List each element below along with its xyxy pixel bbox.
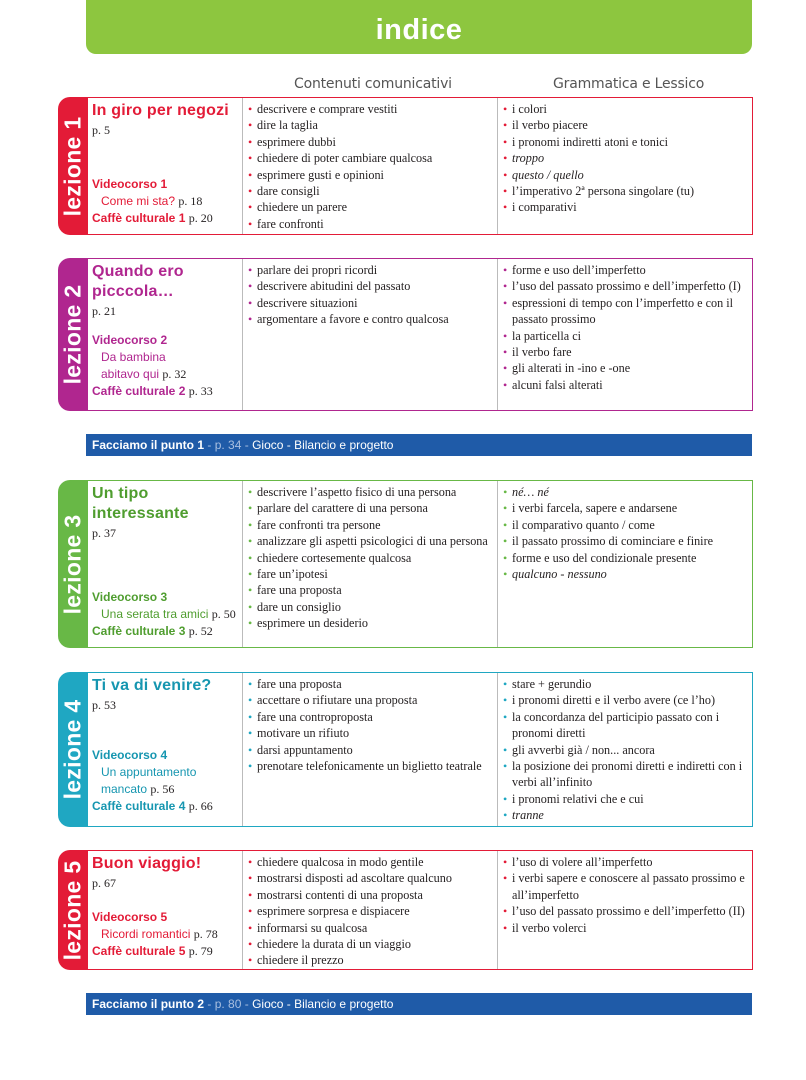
list-item: • motivare un rifiuto	[248, 725, 493, 741]
list-item: • l’uso di volere all’imperfetto	[503, 854, 748, 870]
lesson-2-box	[87, 258, 753, 411]
list-item: • i pronomi indiretti atoni e tonici	[503, 134, 748, 150]
list-item: • fare una proposta	[248, 676, 493, 692]
list-item: • parlare del carattere di una persona	[248, 500, 493, 516]
lesson-5-tab-label: lezione 5	[59, 860, 86, 960]
punto-1-rest: Gioco - Bilancio e progetto	[252, 438, 394, 452]
lesson-2-grammar	[498, 259, 752, 410]
list-item: • espressioni di tempo con l’imperfetto e con il passato prossimo	[503, 295, 748, 328]
lesson-5-caffe: Caffè culturale 5	[92, 944, 186, 958]
lesson-1-video-title: Videocorso 1	[92, 177, 168, 191]
lesson-1-tab-label: lezione 1	[59, 116, 86, 216]
lesson-5-video-subtitle: Ricordi romantici	[101, 927, 191, 941]
list-item: • descrivere e comprare vestiti	[248, 101, 493, 117]
lesson-3-communicative	[243, 481, 498, 647]
list-item: • qualcuno - nessuno	[503, 566, 748, 582]
punto-2-label: Facciamo il punto 2	[92, 997, 205, 1011]
lesson-3-box	[87, 480, 753, 648]
lesson-5-video	[92, 909, 240, 960]
lesson-4-caffe-page: p. 66	[188, 799, 213, 813]
list-item: • parlare dei propri ricordi	[248, 262, 493, 278]
lesson-3-info	[88, 481, 243, 647]
list-item: • il verbo fare	[503, 344, 748, 360]
lesson-1-info	[88, 98, 243, 234]
list-item: • mostrarsi disposti ad ascoltare qualcuno	[248, 870, 493, 886]
list-item: • la particella ci	[503, 328, 748, 344]
lesson-3-page: p. 37	[92, 526, 116, 540]
list-item: • informarsi su qualcosa	[248, 920, 493, 936]
punto-2-page: - p. 80 -	[204, 997, 253, 1011]
list-item: • i verbi sapere e conoscere al passato prossimo e all’imperfetto	[503, 870, 748, 903]
lesson-1-video-page: p. 18	[178, 194, 203, 208]
list-item: • il passato prossimo di cominciare e finire	[503, 533, 748, 549]
lesson-3-caffe: Caffè culturale 3	[92, 624, 186, 638]
list-item: • chiedere cortesemente qualcosa	[248, 550, 493, 566]
list-item: • forme e uso dell’imperfetto	[503, 262, 748, 278]
lesson-4-page: p. 53	[92, 698, 116, 712]
lesson-1-video	[92, 176, 240, 227]
lesson-2-communicative	[243, 259, 498, 410]
lesson-4-caffe: Caffè culturale 4	[92, 799, 186, 813]
list-item: • argomentare a favore e contro qualcosa	[248, 311, 493, 327]
lesson-5-block	[58, 850, 753, 970]
list-item: • i pronomi diretti e il verbo avere (ce l’ho)	[503, 692, 748, 708]
punto-2-rest: Gioco - Bilancio e progetto	[252, 997, 394, 1011]
lesson-5-page: p. 67	[92, 876, 116, 890]
list-item: • i pronomi relativi che e cui	[503, 791, 748, 807]
lesson-1-block	[58, 97, 753, 235]
list-item: • descrivere situazioni	[248, 295, 493, 311]
lesson-4-communicative	[243, 673, 498, 826]
list-item: • troppo	[503, 150, 748, 166]
lesson-1-box	[87, 97, 753, 235]
list-item: • alcuni falsi alterati	[503, 377, 748, 393]
list-item: • fare un’ipotesi	[248, 566, 493, 582]
list-item: • l’uso del passato prossimo e dell’imperfetto (II)	[503, 903, 748, 919]
lesson-3-video-subtitle: Una serata tra amici	[101, 607, 209, 621]
lesson-1-grammar	[498, 98, 752, 234]
list-item: • fare confronti tra persone	[248, 517, 493, 533]
lesson-3-grammar	[498, 481, 752, 647]
lesson-5-caffe-page: p. 79	[188, 944, 213, 958]
list-item: • i comparativi	[503, 199, 748, 215]
list-item: • forme e uso del condizionale presente	[503, 550, 748, 566]
list-item: • il verbo piacere	[503, 117, 748, 133]
lesson-1-video-subtitle: Come mi sta?	[101, 194, 176, 208]
lesson-5-communicative	[243, 851, 498, 969]
lesson-3-title[interactable]: Un tipo interessante	[92, 485, 189, 522]
lesson-1-caffe: Caffè culturale 1	[92, 211, 186, 225]
lesson-4-grammar	[498, 673, 752, 826]
list-item: • fare una controproposta	[248, 709, 493, 725]
punto-1-page: - p. 34 -	[204, 438, 253, 452]
lesson-4-video	[92, 747, 240, 815]
lesson-4-title[interactable]: Ti va di venire?	[92, 677, 212, 694]
lesson-2-video-page: p. 32	[162, 367, 187, 381]
list-item: • dare un consiglio	[248, 599, 493, 615]
lesson-5-video-title: Videocorso 5	[92, 910, 168, 924]
list-item: • descrivere l’aspetto fisico di una persona	[248, 484, 493, 500]
list-item: • l’imperativo 2ª persona singolare (tu)	[503, 183, 748, 199]
list-item: • i verbi farcela, sapere e andarsene	[503, 500, 748, 516]
list-item: • chiedere qualcosa in modo gentile	[248, 854, 493, 870]
list-item: • accettare o rifiutare una proposta	[248, 692, 493, 708]
list-item: • prenotare telefonicamente un biglietto teatrale	[248, 758, 493, 774]
list-item: • chiedere un parere	[248, 199, 493, 215]
lesson-4-video-title: Videocorso 4	[92, 748, 168, 762]
list-item: • i colori	[503, 101, 748, 117]
lesson-4-video-subtitle: Un appuntamento mancato	[101, 765, 197, 796]
list-item: • esprimere sorpresa e dispiacere	[248, 903, 493, 919]
lesson-2-block	[58, 258, 753, 411]
list-item: • né… né	[503, 484, 748, 500]
lesson-2-info	[88, 259, 243, 410]
column-heading-grammar: Grammatica e Lessico	[553, 76, 705, 92]
lesson-4-video-page: p. 56	[150, 782, 175, 796]
lesson-5-info	[88, 851, 243, 969]
facciamo-il-punto-2-bar[interactable]	[86, 993, 752, 1015]
list-item: • chiedere di poter cambiare qualcosa	[248, 150, 493, 166]
list-item: • il comparativo quanto / come	[503, 517, 748, 533]
lesson-2-caffe-page: p. 33	[188, 384, 213, 398]
lesson-5-video-page: p. 78	[193, 927, 218, 941]
lesson-1-title[interactable]: In giro per negozi	[92, 102, 229, 119]
list-item: • analizzare gli aspetti psicologici di una persona	[248, 533, 493, 549]
list-item: • chiedere il prezzo	[248, 952, 493, 968]
lesson-2-video-subtitle: Da bambina abitavo qui	[101, 350, 166, 381]
lesson-3-tab-label: lezione 3	[59, 514, 86, 614]
list-item: • l’uso del passato prossimo e dell’imperfetto (I)	[503, 278, 748, 294]
list-item: • fare confronti	[248, 216, 493, 232]
lesson-5-grammar	[498, 851, 752, 969]
lesson-2-video-title: Videocorso 2	[92, 333, 168, 347]
list-item: • chiedere la durata di un viaggio	[248, 936, 493, 952]
list-item: • questo / quello	[503, 167, 748, 183]
list-item: • stare + gerundio	[503, 676, 748, 692]
index-header	[86, 0, 752, 54]
lesson-3-caffe-page: p. 52	[188, 624, 213, 638]
list-item: • dare consigli	[248, 183, 493, 199]
lesson-3-video-title: Videocorso 3	[92, 590, 168, 604]
lesson-2-title[interactable]: Quando ero picccola…	[92, 263, 184, 300]
column-heading-communicative: Contenuti comunicativi	[294, 76, 452, 92]
facciamo-il-punto-1-bar[interactable]	[86, 434, 752, 456]
lesson-3-block	[58, 480, 753, 648]
list-item: • mostrarsi contenti di una proposta	[248, 887, 493, 903]
lesson-1-caffe-page: p. 20	[188, 211, 213, 225]
lesson-4-info	[88, 673, 243, 826]
lesson-2-page: p. 21	[92, 304, 116, 318]
lesson-4-block	[58, 672, 753, 827]
lesson-5-title[interactable]: Buon viaggio!	[92, 855, 202, 872]
list-item: • darsi appuntamento	[248, 742, 493, 758]
lesson-2-caffe: Caffè culturale 2	[92, 384, 186, 398]
list-item: • esprimere un desiderio	[248, 615, 493, 631]
punto-1-label: Facciamo il punto 1	[92, 438, 205, 452]
lesson-1-communicative	[243, 98, 498, 234]
lesson-2-tab-label: lezione 2	[59, 284, 86, 385]
lesson-4-box	[87, 672, 753, 827]
list-item: • la concordanza del participio passato con i pronomi diretti	[503, 709, 748, 742]
list-item: • dire la taglia	[248, 117, 493, 133]
list-item: • gli alterati in -ino e -one	[503, 360, 748, 376]
index-title: indice	[375, 14, 463, 46]
lesson-5-box	[87, 850, 753, 970]
list-item: • il verbo volerci	[503, 920, 748, 936]
list-item: • la posizione dei pronomi diretti e indiretti con i verbi all’infinito	[503, 758, 748, 791]
list-item: • gli avverbi già / non... ancora	[503, 742, 748, 758]
lesson-1-page: p. 5	[92, 123, 110, 137]
list-item: • fare una proposta	[248, 582, 493, 598]
lesson-4-tab-label: lezione 4	[59, 699, 86, 800]
lesson-2-video	[92, 332, 240, 400]
list-item: • esprimere dubbi	[248, 134, 493, 150]
lesson-3-video-page: p. 50	[211, 607, 236, 621]
list-item: • esprimere gusti e opinioni	[248, 167, 493, 183]
list-item: • tranne	[503, 807, 748, 823]
list-item: • descrivere abitudini del passato	[248, 278, 493, 294]
lesson-3-video	[92, 589, 240, 640]
